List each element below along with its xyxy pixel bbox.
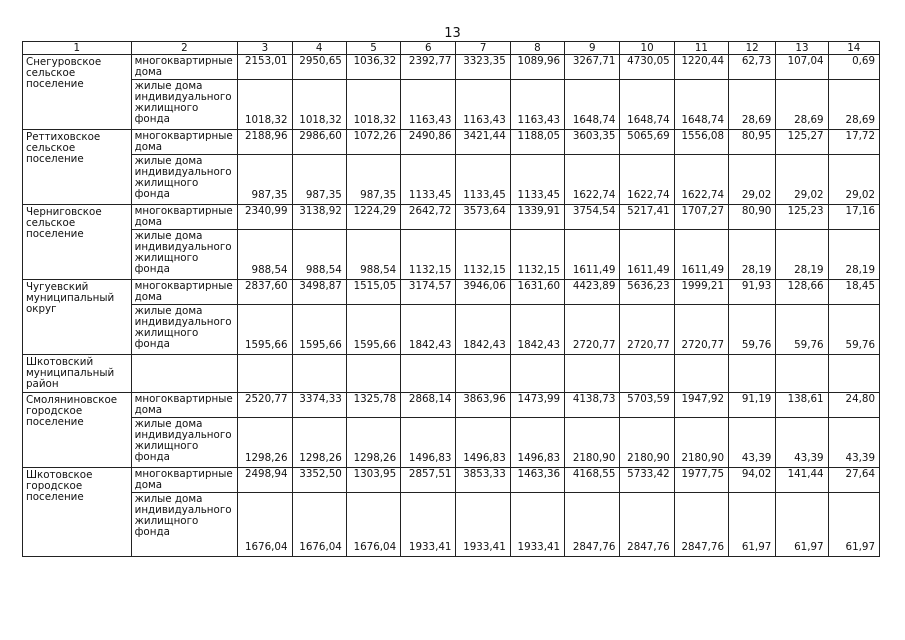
value-cell: 1132,15 <box>510 230 564 280</box>
value-cell: 125,27 <box>776 130 828 155</box>
value-cell: 2490,86 <box>401 130 456 155</box>
empty-cell <box>292 355 346 393</box>
value-cell: 2837,60 <box>238 280 292 305</box>
value-cell: 3603,35 <box>565 130 620 155</box>
value-cell: 17,16 <box>828 205 879 230</box>
column-header: 9 <box>565 42 620 55</box>
value-cell: 2720,77 <box>565 305 620 355</box>
table-row <box>23 393 880 418</box>
value-cell: 91,93 <box>729 280 776 305</box>
column-header: 12 <box>729 42 776 55</box>
value-cell: 3754,54 <box>565 205 620 230</box>
table-row <box>23 493 880 557</box>
value-cell: 1622,74 <box>620 155 674 205</box>
value-cell: 2847,76 <box>674 493 728 557</box>
empty-cell <box>510 355 564 393</box>
column-header: 3 <box>238 42 292 55</box>
housing-type: жилые дома индивидуального жилищного фонда <box>131 493 238 557</box>
value-cell: 94,02 <box>729 468 776 493</box>
value-cell: 18,45 <box>828 280 879 305</box>
value-cell: 141,44 <box>776 468 828 493</box>
value-cell: 43,39 <box>828 418 879 468</box>
value-cell: 1842,43 <box>510 305 564 355</box>
value-cell: 28,69 <box>776 80 828 130</box>
value-cell: 1298,26 <box>238 418 292 468</box>
value-cell: 29,02 <box>729 155 776 205</box>
value-cell: 1163,43 <box>510 80 564 130</box>
value-cell: 59,76 <box>776 305 828 355</box>
value-cell: 0,69 <box>828 55 879 80</box>
column-header: 1 <box>23 42 132 55</box>
table-row <box>23 280 880 305</box>
municipality-name: Снегуровское сельское поселение <box>23 55 132 130</box>
value-cell: 3573,64 <box>456 205 510 230</box>
value-cell: 2180,90 <box>620 418 674 468</box>
value-cell: 1595,66 <box>292 305 346 355</box>
value-cell: 1133,45 <box>401 155 456 205</box>
municipality-name: Шкотовское городское поселение <box>23 468 132 557</box>
value-cell: 2950,65 <box>292 55 346 80</box>
value-cell: 1933,41 <box>456 493 510 557</box>
value-cell: 5217,41 <box>620 205 674 230</box>
empty-cell <box>776 355 828 393</box>
value-cell: 1933,41 <box>401 493 456 557</box>
table-row <box>23 205 880 230</box>
value-cell: 1947,92 <box>674 393 728 418</box>
empty-cell <box>456 355 510 393</box>
table-body <box>23 55 880 557</box>
value-cell: 1018,32 <box>238 80 292 130</box>
value-cell: 2340,99 <box>238 205 292 230</box>
value-cell: 2498,94 <box>238 468 292 493</box>
value-cell: 43,39 <box>729 418 776 468</box>
value-cell: 1072,26 <box>346 130 400 155</box>
municipality-name: Шкотовский муниципальный район <box>23 355 132 393</box>
value-cell: 125,23 <box>776 205 828 230</box>
value-cell: 1676,04 <box>292 493 346 557</box>
value-cell: 1303,95 <box>346 468 400 493</box>
value-cell: 3946,06 <box>456 280 510 305</box>
value-cell: 61,97 <box>729 493 776 557</box>
value-cell: 91,19 <box>729 393 776 418</box>
value-cell: 1133,45 <box>456 155 510 205</box>
value-cell: 1622,74 <box>674 155 728 205</box>
value-cell: 2520,77 <box>238 393 292 418</box>
empty-cell <box>131 355 238 393</box>
value-cell: 1631,60 <box>510 280 564 305</box>
value-cell: 2986,60 <box>292 130 346 155</box>
value-cell: 2868,14 <box>401 393 456 418</box>
value-cell: 1842,43 <box>456 305 510 355</box>
value-cell: 128,66 <box>776 280 828 305</box>
value-cell: 3421,44 <box>456 130 510 155</box>
empty-cell <box>238 355 292 393</box>
value-cell: 1595,66 <box>238 305 292 355</box>
table-row <box>23 418 880 468</box>
value-cell: 2847,76 <box>620 493 674 557</box>
empty-cell <box>401 355 456 393</box>
header-row <box>23 42 880 55</box>
value-cell: 1298,26 <box>292 418 346 468</box>
value-cell: 1220,44 <box>674 55 728 80</box>
table-row <box>23 80 880 130</box>
value-cell: 1842,43 <box>401 305 456 355</box>
value-cell: 2720,77 <box>620 305 674 355</box>
value-cell: 1089,96 <box>510 55 564 80</box>
value-cell: 2392,77 <box>401 55 456 80</box>
value-cell: 1611,49 <box>674 230 728 280</box>
value-cell: 1611,49 <box>565 230 620 280</box>
value-cell: 5703,59 <box>620 393 674 418</box>
page-number: 13 <box>444 26 461 41</box>
housing-type: многоквартирные дома <box>131 393 238 418</box>
value-cell: 3138,92 <box>292 205 346 230</box>
value-cell: 1133,45 <box>510 155 564 205</box>
value-cell: 1463,36 <box>510 468 564 493</box>
column-header: 7 <box>456 42 510 55</box>
empty-cell <box>620 355 674 393</box>
value-cell: 1622,74 <box>565 155 620 205</box>
value-cell: 4730,05 <box>620 55 674 80</box>
value-cell: 1325,78 <box>346 393 400 418</box>
value-cell: 1018,32 <box>346 80 400 130</box>
table-row <box>23 155 880 205</box>
value-cell: 28,19 <box>729 230 776 280</box>
value-cell: 988,54 <box>238 230 292 280</box>
value-cell: 3374,33 <box>292 393 346 418</box>
value-cell: 62,73 <box>729 55 776 80</box>
value-cell: 1496,83 <box>456 418 510 468</box>
empty-cell <box>346 355 400 393</box>
value-cell: 3853,33 <box>456 468 510 493</box>
value-cell: 1648,74 <box>674 80 728 130</box>
value-cell: 1556,08 <box>674 130 728 155</box>
housing-type: жилые дома индивидуального жилищного фонда <box>131 155 238 205</box>
value-cell: 1298,26 <box>346 418 400 468</box>
value-cell: 2642,72 <box>401 205 456 230</box>
value-cell: 29,02 <box>828 155 879 205</box>
value-cell: 2180,90 <box>674 418 728 468</box>
value-cell: 5065,69 <box>620 130 674 155</box>
housing-type: многоквартирные дома <box>131 468 238 493</box>
municipality-name: Смоляниновское городское поселение <box>23 393 132 468</box>
value-cell: 3174,57 <box>401 280 456 305</box>
value-cell: 1163,43 <box>456 80 510 130</box>
value-cell: 1676,04 <box>238 493 292 557</box>
value-cell: 1132,15 <box>401 230 456 280</box>
table-row <box>23 130 880 155</box>
table-row <box>23 55 880 80</box>
value-cell: 28,19 <box>828 230 879 280</box>
value-cell: 1496,83 <box>401 418 456 468</box>
value-cell: 80,90 <box>729 205 776 230</box>
value-cell: 2153,01 <box>238 55 292 80</box>
column-header: 11 <box>674 42 728 55</box>
value-cell: 59,76 <box>729 305 776 355</box>
column-header: 14 <box>828 42 879 55</box>
empty-cell <box>674 355 728 393</box>
value-cell: 988,54 <box>292 230 346 280</box>
value-cell: 3498,87 <box>292 280 346 305</box>
value-cell: 4423,89 <box>565 280 620 305</box>
column-header: 8 <box>510 42 564 55</box>
value-cell: 1676,04 <box>346 493 400 557</box>
value-cell: 2720,77 <box>674 305 728 355</box>
value-cell: 24,80 <box>828 393 879 418</box>
value-cell: 4168,55 <box>565 468 620 493</box>
housing-type: жилые дома индивидуального жилищного фонда <box>131 230 238 280</box>
housing-type: жилые дома индивидуального жилищного фонда <box>131 418 238 468</box>
value-cell: 987,35 <box>238 155 292 205</box>
empty-cell <box>565 355 620 393</box>
value-cell: 1473,99 <box>510 393 564 418</box>
value-cell: 1595,66 <box>346 305 400 355</box>
value-cell: 5733,42 <box>620 468 674 493</box>
housing-type: жилые дома индивидуального жилищного фонда <box>131 80 238 130</box>
value-cell: 1339,91 <box>510 205 564 230</box>
value-cell: 59,76 <box>828 305 879 355</box>
value-cell: 1188,05 <box>510 130 564 155</box>
table-row <box>23 230 880 280</box>
empty-cell <box>729 355 776 393</box>
value-cell: 61,97 <box>828 493 879 557</box>
housing-type: многоквартирные дома <box>131 55 238 80</box>
value-cell: 2188,96 <box>238 130 292 155</box>
value-cell: 988,54 <box>346 230 400 280</box>
value-cell: 1933,41 <box>510 493 564 557</box>
value-cell: 3863,96 <box>456 393 510 418</box>
column-header: 6 <box>401 42 456 55</box>
value-cell: 1977,75 <box>674 468 728 493</box>
value-cell: 28,19 <box>776 230 828 280</box>
table-row <box>23 355 880 393</box>
empty-cell <box>828 355 879 393</box>
value-cell: 987,35 <box>346 155 400 205</box>
value-cell: 3323,35 <box>456 55 510 80</box>
column-header: 4 <box>292 42 346 55</box>
value-cell: 1648,74 <box>620 80 674 130</box>
value-cell: 5636,23 <box>620 280 674 305</box>
table-row <box>23 305 880 355</box>
value-cell: 987,35 <box>292 155 346 205</box>
value-cell: 1132,15 <box>456 230 510 280</box>
value-cell: 1707,27 <box>674 205 728 230</box>
value-cell: 27,64 <box>828 468 879 493</box>
value-cell: 1648,74 <box>565 80 620 130</box>
tariff-table <box>22 41 880 557</box>
value-cell: 43,39 <box>776 418 828 468</box>
value-cell: 1611,49 <box>620 230 674 280</box>
housing-type: жилые дома индивидуального жилищного фонда <box>131 305 238 355</box>
column-header: 10 <box>620 42 674 55</box>
value-cell: 107,04 <box>776 55 828 80</box>
municipality-name: Черниговское сельское поселение <box>23 205 132 280</box>
housing-type: многоквартирные дома <box>131 280 238 305</box>
value-cell: 2180,90 <box>565 418 620 468</box>
value-cell: 138,61 <box>776 393 828 418</box>
value-cell: 2857,51 <box>401 468 456 493</box>
value-cell: 80,95 <box>729 130 776 155</box>
value-cell: 2847,76 <box>565 493 620 557</box>
value-cell: 4138,73 <box>565 393 620 418</box>
value-cell: 1515,05 <box>346 280 400 305</box>
value-cell: 17,72 <box>828 130 879 155</box>
value-cell: 61,97 <box>776 493 828 557</box>
column-header: 13 <box>776 42 828 55</box>
value-cell: 1036,32 <box>346 55 400 80</box>
value-cell: 29,02 <box>776 155 828 205</box>
value-cell: 28,69 <box>828 80 879 130</box>
value-cell: 3352,50 <box>292 468 346 493</box>
value-cell: 1224,29 <box>346 205 400 230</box>
municipality-name: Чугуевский муниципальный округ <box>23 280 132 355</box>
housing-type: многоквартирные дома <box>131 205 238 230</box>
value-cell: 28,69 <box>729 80 776 130</box>
column-header: 2 <box>131 42 238 55</box>
housing-type: многоквартирные дома <box>131 130 238 155</box>
column-header: 5 <box>346 42 400 55</box>
value-cell: 3267,71 <box>565 55 620 80</box>
value-cell: 1999,21 <box>674 280 728 305</box>
municipality-name: Реттиховское сельское поселение <box>23 130 132 205</box>
value-cell: 1496,83 <box>510 418 564 468</box>
value-cell: 1018,32 <box>292 80 346 130</box>
table-row <box>23 468 880 493</box>
value-cell: 1163,43 <box>401 80 456 130</box>
